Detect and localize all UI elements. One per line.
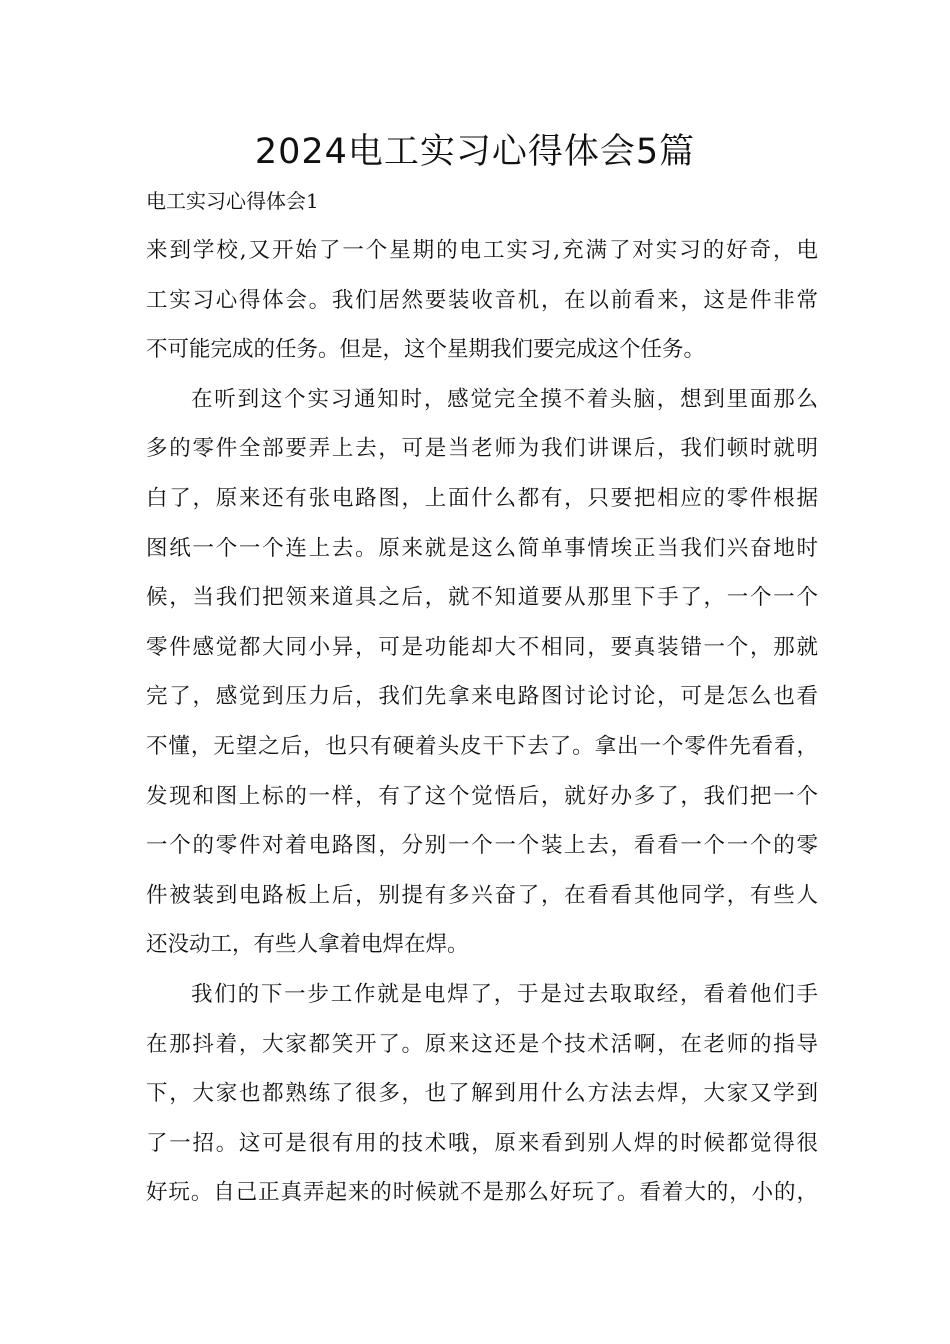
text-line: 图纸一个一个连上去。原来就是这么简单事情埃正当我们兴奋地时: [146, 535, 818, 561]
text-line: 来到学校,又开始了一个星期的电工实习,充满了对实习的好奇，电: [146, 238, 818, 263]
text-line: 好玩。自己正真弄起来的时候就不是那么好玩了。看着大的，小的，: [146, 1180, 818, 1206]
text-line: 完了，感觉到压力后，我们先拿来电路图讨论讨论，可是怎么也看: [146, 684, 818, 710]
text-line: 下，大家也都熟练了很多，也了解到用什么方法去焊，大家又学到: [146, 1081, 818, 1107]
text-line: 一个的零件对着电路图，分别一个一个装上去，看看一个一个的零: [146, 833, 818, 859]
text-line: 在听到这个实习通知时，感觉完全摸不着头脑，想到里面那么: [191, 386, 818, 412]
text-line: 发现和图上标的一样，有了这个觉悟后，就好办多了，我们把一个: [146, 783, 818, 809]
text-line: 我们的下一步工作就是电焊了，于是过去取取经，看着他们手: [191, 981, 818, 1007]
text-line: 工实习心得体会。我们居然要装收音机，在以前看来，这是件非常: [146, 287, 818, 313]
text-line: 在那抖着，大家都笑开了。原来这还是个技术活啊，在老师的指导: [146, 1031, 818, 1057]
text-line: 了一招。这可是很有用的技术哦，原来看到别人焊的时候都觉得很: [146, 1130, 818, 1156]
body-text: [146, 226, 818, 1218]
text-line: 还没动工，有些人拿着电焊在焊。: [146, 932, 469, 958]
document-title: 2024电工实习心得体会5篇: [254, 132, 696, 172]
text-line: 白了，原来还有张电路图，上面什么都有，只要把相应的零件根据: [146, 485, 818, 511]
text-line: 不可能完成的任务。但是，这个星期我们要完成这个任务。: [146, 337, 706, 363]
section-heading: 电工实习心得体会1: [146, 189, 319, 213]
text-line: 零件感觉都大同小异，可是功能却大不相同，要真装错一个，那就: [146, 634, 818, 660]
text-line: 候，当我们把领来道具之后，就不知道要从那里下手了，一个一个: [146, 585, 818, 611]
text-line: 件被装到电路板上后，别提有多兴奋了，在看看其他同学，有些人: [146, 882, 818, 908]
text-line: 不懂，无望之后，也只有硬着头皮干下去了。拿出一个零件先看看，: [146, 733, 818, 759]
text-line: 多的零件全部要弄上去，可是当老师为我们讲课后，我们顿时就明: [146, 436, 818, 462]
